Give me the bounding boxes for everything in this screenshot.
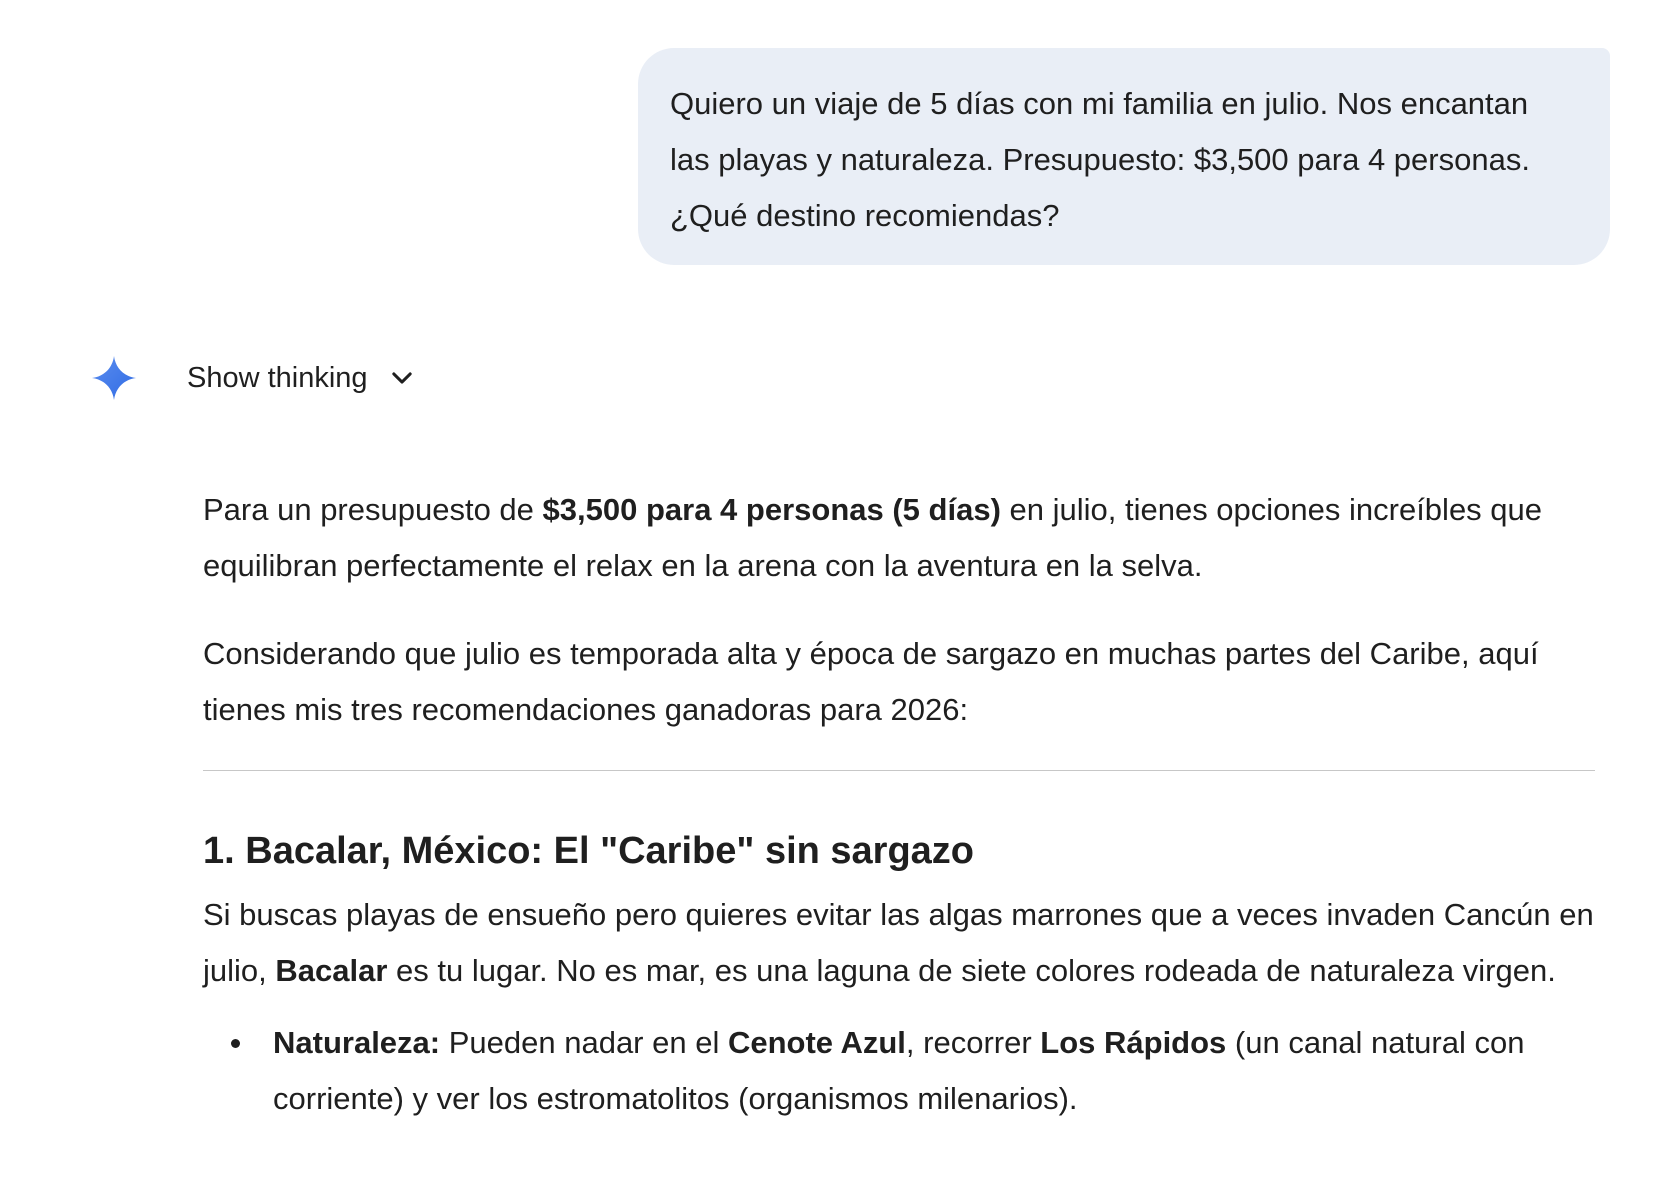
response-paragraph-1: Para un presupuesto de $3,500 para 4 personas (5 días) en julio, tienes opciones increíbles que equilibran perfectamente el relax en la arena con la aventura en la selva. <box>203 492 1543 583</box>
show-thinking-label: Show thinking <box>187 361 368 394</box>
assistant-response <box>203 482 1595 1127</box>
bullet-icon <box>231 1039 240 1048</box>
section-heading-bacalar: 1. Bacalar, México: El "Caribe" sin sargazo <box>203 830 975 872</box>
chevron-down-icon <box>388 364 416 392</box>
list-item: Naturaleza: Pueden nadar en el Cenote Azul, recorrer Los Rápidos (un canal natural con corriente) y ver los estromatolitos (organismos milenarios). <box>273 1015 1595 1127</box>
section-bullet-list <box>203 1015 1595 1127</box>
bacalar-emphasis: Bacalar <box>275 953 388 988</box>
user-message-bubble <box>638 48 1610 265</box>
show-thinking-toggle[interactable] <box>187 354 416 402</box>
budget-emphasis: $3,500 para 4 personas (5 días) <box>542 492 1001 527</box>
section-intro-paragraph: Si buscas playas de ensueño pero quieres evitar las algas marrones que a veces invaden Cancún en julio, Bacalar es tu lugar. No es mar, es una laguna de siete colores rodeada de naturaleza virgen. <box>203 897 1594 988</box>
horizontal-divider <box>203 770 1595 771</box>
gemini-spark-icon <box>90 354 138 402</box>
user-message-text: Quiero un viaje de 5 días con mi familia en julio. Nos encantan las playas y naturaleza. Presupuesto: $3,500 para 4 personas. ¿Qué destino recomiendas? <box>670 86 1530 233</box>
response-paragraph-2: Considerando que julio es temporada alta y época de sargazo en muchas partes del Caribe, aquí tienes mis tres recomendaciones ganadoras para 2026: <box>203 636 1539 727</box>
